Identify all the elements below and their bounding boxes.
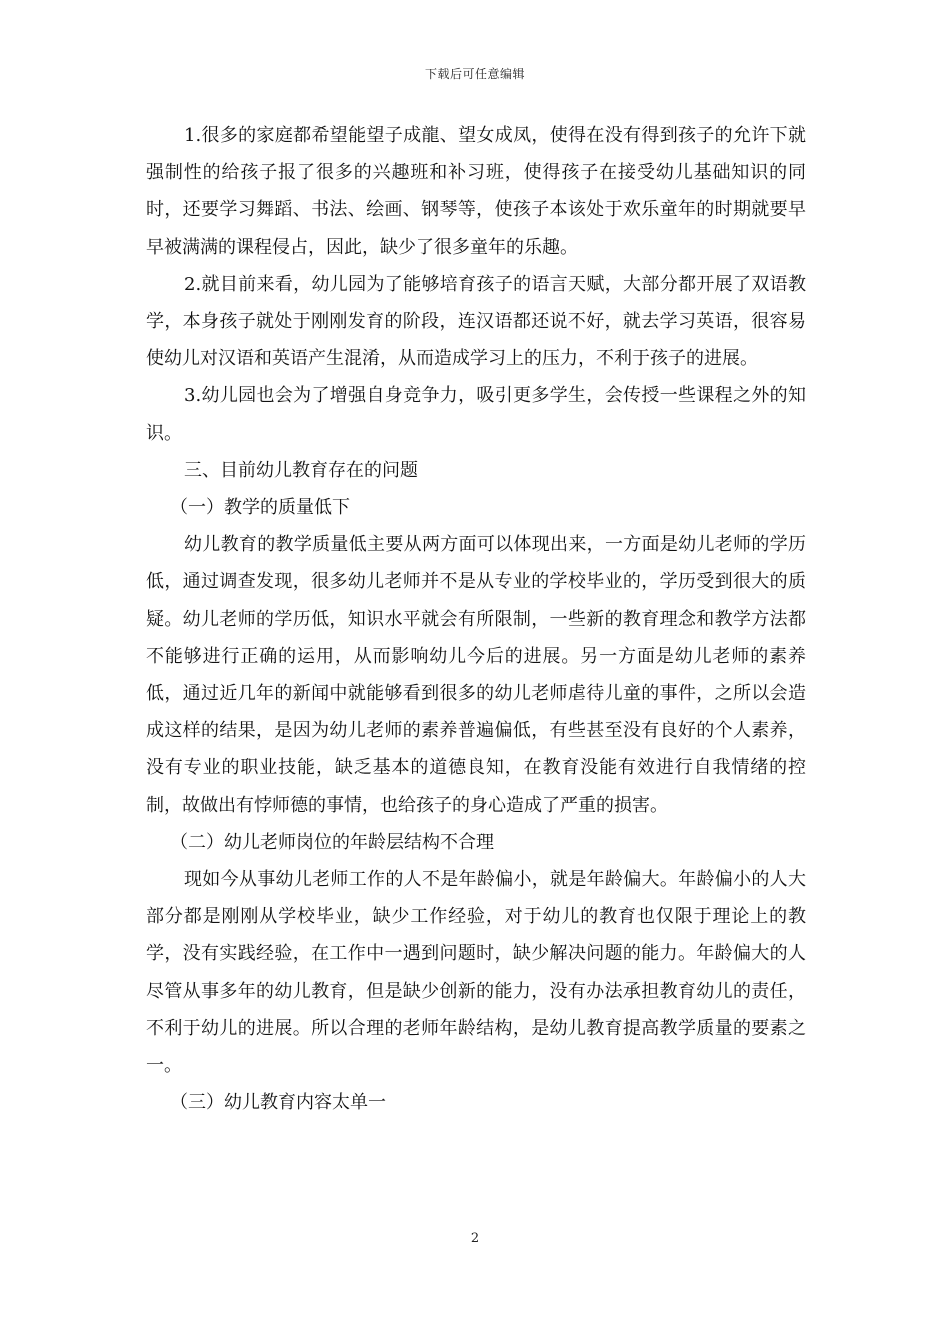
- page-header: 下载后可任意编辑: [424, 67, 525, 81]
- section-heading-3: 三、目前幼儿教育存在的问题: [184, 459, 418, 481]
- paragraph-1: 1.很多的家庭都希望能望子成龍、望女成凤，使得在没有得到孩子的允许下就强制性的给孩子报了很多的兴趣班和补习班，使得孩子在接受幼儿基础知识的同时，还要学习舞蹈、书法、绘画、钢琴等，使孩子本该处于欢乐童年的时期就要早早被满满的课程侵占，因此，缺少了很多童年的乐趣。: [146, 125, 806, 258]
- paragraph-5: 现如今从事幼儿老师工作的人不是年龄偏小，就是年龄偏大。年龄偏小的人大部分都是刚刚从学校毕业，缺少工作经验，对于幼儿的教育也仅限于理论上的教学，没有实践经验，在工作中一遇到问题时，缺少解决问题的能力。年龄偏大的人尽管从事多年的幼儿教育，但是缺少创新的能力，没有办法承担教育幼儿的责任，不利于幼儿的进展。所以合理的老师年龄结构，是幼儿教育提高教学质量的要素之一。: [146, 869, 806, 1077]
- subsection-heading-1: （一）教学的质量低下: [170, 497, 350, 519]
- document-body: [146, 117, 806, 1121]
- paragraph-3: 3.幼儿园也会为了增强自身竞争力，吸引更多学生，会传授一些课程之外的知识。: [146, 385, 806, 444]
- subsection-heading-2: （二）幼儿老师岗位的年龄层结构不合理: [170, 831, 494, 853]
- subsection-heading-3: （三）幼儿教育内容太单一: [170, 1092, 386, 1114]
- paragraph-2: 2.就目前来看，幼儿园为了能够培育孩子的语言天赋，大部分都开展了双语教学，本身孩子就处于刚刚发育的阶段，连汉语都还说不好，就去学习英语，很容易使幼儿对汉语和英语产生混淆，从而造成学习上的压力，不利于孩子的进展。: [146, 273, 806, 370]
- page-number: 2: [470, 1231, 480, 1246]
- paragraph-4: 幼儿教育的教学质量低主要从两方面可以体现出来，一方面是幼儿老师的学历低，通过调查发现，很多幼儿老师并不是从专业的学校毕业的，学历受到很大的质疑。幼儿老师的学历低，知识水平就会有所限制，一些新的教育理念和教学方法都不能够进行正确的运用，从而影响幼儿今后的进展。另一方面是幼儿老师的素养低，通过近几年的新闻中就能够看到很多的幼儿老师虐待儿童的事件，之所以会造成这样的结果，是因为幼儿老师的素养普遍偏低，有些甚至没有良好的个人素养，没有专业的职业技能，缺乏基本的道德良知，在教育没能有效进行自我情绪的控制，故做出有悖师德的事情，也给孩子的身心造成了严重的损害。: [146, 534, 806, 816]
